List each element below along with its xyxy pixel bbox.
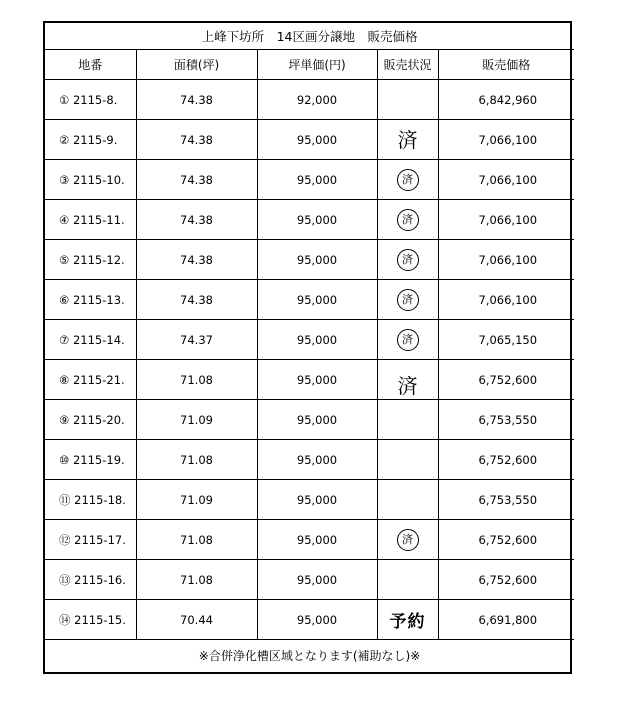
area-cell: 71.08 [136, 360, 257, 400]
lot-cell: ⑧ 2115-21. [45, 360, 136, 400]
unit-price-cell: 95,000 [257, 360, 377, 400]
status-cell [377, 480, 438, 520]
unit-price-cell: 92,000 [257, 80, 377, 120]
lot-cell: ⑤ 2115-12. [45, 240, 136, 280]
header-unit-price: 坪単価(円) [257, 50, 377, 80]
unit-price-cell: 95,000 [257, 520, 377, 560]
area-cell: 74.38 [136, 120, 257, 160]
area-cell: 74.38 [136, 240, 257, 280]
unit-price-cell: 95,000 [257, 200, 377, 240]
status-mark: 済 [397, 329, 419, 351]
status-cell [377, 160, 438, 200]
unit-price-cell: 95,000 [257, 120, 377, 160]
price-cell: 6,691,800 [438, 600, 574, 640]
status-cell [377, 120, 438, 160]
status-cell [377, 240, 438, 280]
lot-cell: ⑦ 2115-14. [45, 320, 136, 360]
lot-cell: ① 2115-8. [45, 80, 136, 120]
table-row [45, 240, 574, 280]
area-cell: 71.08 [136, 440, 257, 480]
price-cell: 6,752,600 [438, 440, 574, 480]
price-cell: 7,066,100 [438, 120, 574, 160]
table-row [45, 160, 574, 200]
area-cell: 71.08 [136, 560, 257, 600]
unit-price-cell: 95,000 [257, 600, 377, 640]
header-area: 面積(坪) [136, 50, 257, 80]
unit-price-cell: 95,000 [257, 480, 377, 520]
table-row [45, 320, 574, 360]
table-row [45, 280, 574, 320]
status-mark: 済 [397, 289, 419, 311]
status-cell [377, 320, 438, 360]
status-cell [377, 600, 438, 640]
table-row [45, 80, 574, 120]
price-cell: 7,066,100 [438, 200, 574, 240]
table-row [45, 520, 574, 560]
lot-cell: ⑪ 2115-18. [45, 480, 136, 520]
status-mark: 済 [397, 373, 418, 398]
area-cell: 71.08 [136, 520, 257, 560]
lot-cell: ④ 2115-11. [45, 200, 136, 240]
lot-cell: ⑨ 2115-20. [45, 400, 136, 440]
table-row [45, 200, 574, 240]
header-price: 販売価格 [438, 50, 574, 80]
unit-price-cell: 95,000 [257, 280, 377, 320]
status-cell [377, 560, 438, 600]
status-mark: 済 [397, 209, 419, 231]
status-cell [377, 360, 438, 400]
area-cell: 70.44 [136, 600, 257, 640]
table-row [45, 560, 574, 600]
price-cell: 6,752,600 [438, 520, 574, 560]
price-sheet [43, 21, 572, 674]
table-row [45, 400, 574, 440]
unit-price-cell: 95,000 [257, 560, 377, 600]
status-cell [377, 400, 438, 440]
area-cell: 71.09 [136, 480, 257, 520]
page-title: 上峰下坊所 14区画分譲地 販売価格 [45, 23, 574, 50]
table-row [45, 600, 574, 640]
area-cell: 74.38 [136, 80, 257, 120]
header-lot: 地番 [45, 50, 136, 80]
status-cell [377, 280, 438, 320]
unit-price-cell: 95,000 [257, 400, 377, 440]
footer-note: ※合併浄化槽区域となります(補助なし)※ [45, 640, 574, 671]
price-cell: 7,066,100 [438, 240, 574, 280]
status-mark: 済 [397, 529, 419, 551]
table-row [45, 480, 574, 520]
area-cell: 71.09 [136, 400, 257, 440]
lot-cell: ⑩ 2115-19. [45, 440, 136, 480]
table-row [45, 120, 574, 160]
status-mark: 済 [397, 169, 419, 191]
unit-price-cell: 95,000 [257, 320, 377, 360]
price-cell: 6,753,550 [438, 480, 574, 520]
unit-price-cell: 95,000 [257, 440, 377, 480]
price-cell: 6,753,550 [438, 400, 574, 440]
lot-cell: ⑥ 2115-13. [45, 280, 136, 320]
area-cell: 74.37 [136, 320, 257, 360]
area-cell: 74.38 [136, 280, 257, 320]
status-mark: 済 [397, 127, 418, 152]
price-cell: 7,066,100 [438, 160, 574, 200]
lot-cell: ③ 2115-10. [45, 160, 136, 200]
lot-cell: ⑬ 2115-16. [45, 560, 136, 600]
status-cell [377, 80, 438, 120]
status-cell [377, 520, 438, 560]
area-cell: 74.38 [136, 200, 257, 240]
price-cell: 6,842,960 [438, 80, 574, 120]
lot-cell: ⑭ 2115-15. [45, 600, 136, 640]
price-table [45, 23, 574, 670]
table-row [45, 440, 574, 480]
status-cell [377, 440, 438, 480]
lot-cell: ⑫ 2115-17. [45, 520, 136, 560]
unit-price-cell: 95,000 [257, 240, 377, 280]
unit-price-cell: 95,000 [257, 160, 377, 200]
status-mark: 予約 [389, 612, 426, 632]
price-cell: 6,752,600 [438, 360, 574, 400]
status-cell [377, 200, 438, 240]
lot-cell: ② 2115-9. [45, 120, 136, 160]
header-status: 販売状況 [377, 50, 438, 80]
price-cell: 7,066,100 [438, 280, 574, 320]
price-cell: 7,065,150 [438, 320, 574, 360]
price-cell: 6,752,600 [438, 560, 574, 600]
area-cell: 74.38 [136, 160, 257, 200]
status-mark: 済 [397, 249, 419, 271]
table-row [45, 360, 574, 400]
